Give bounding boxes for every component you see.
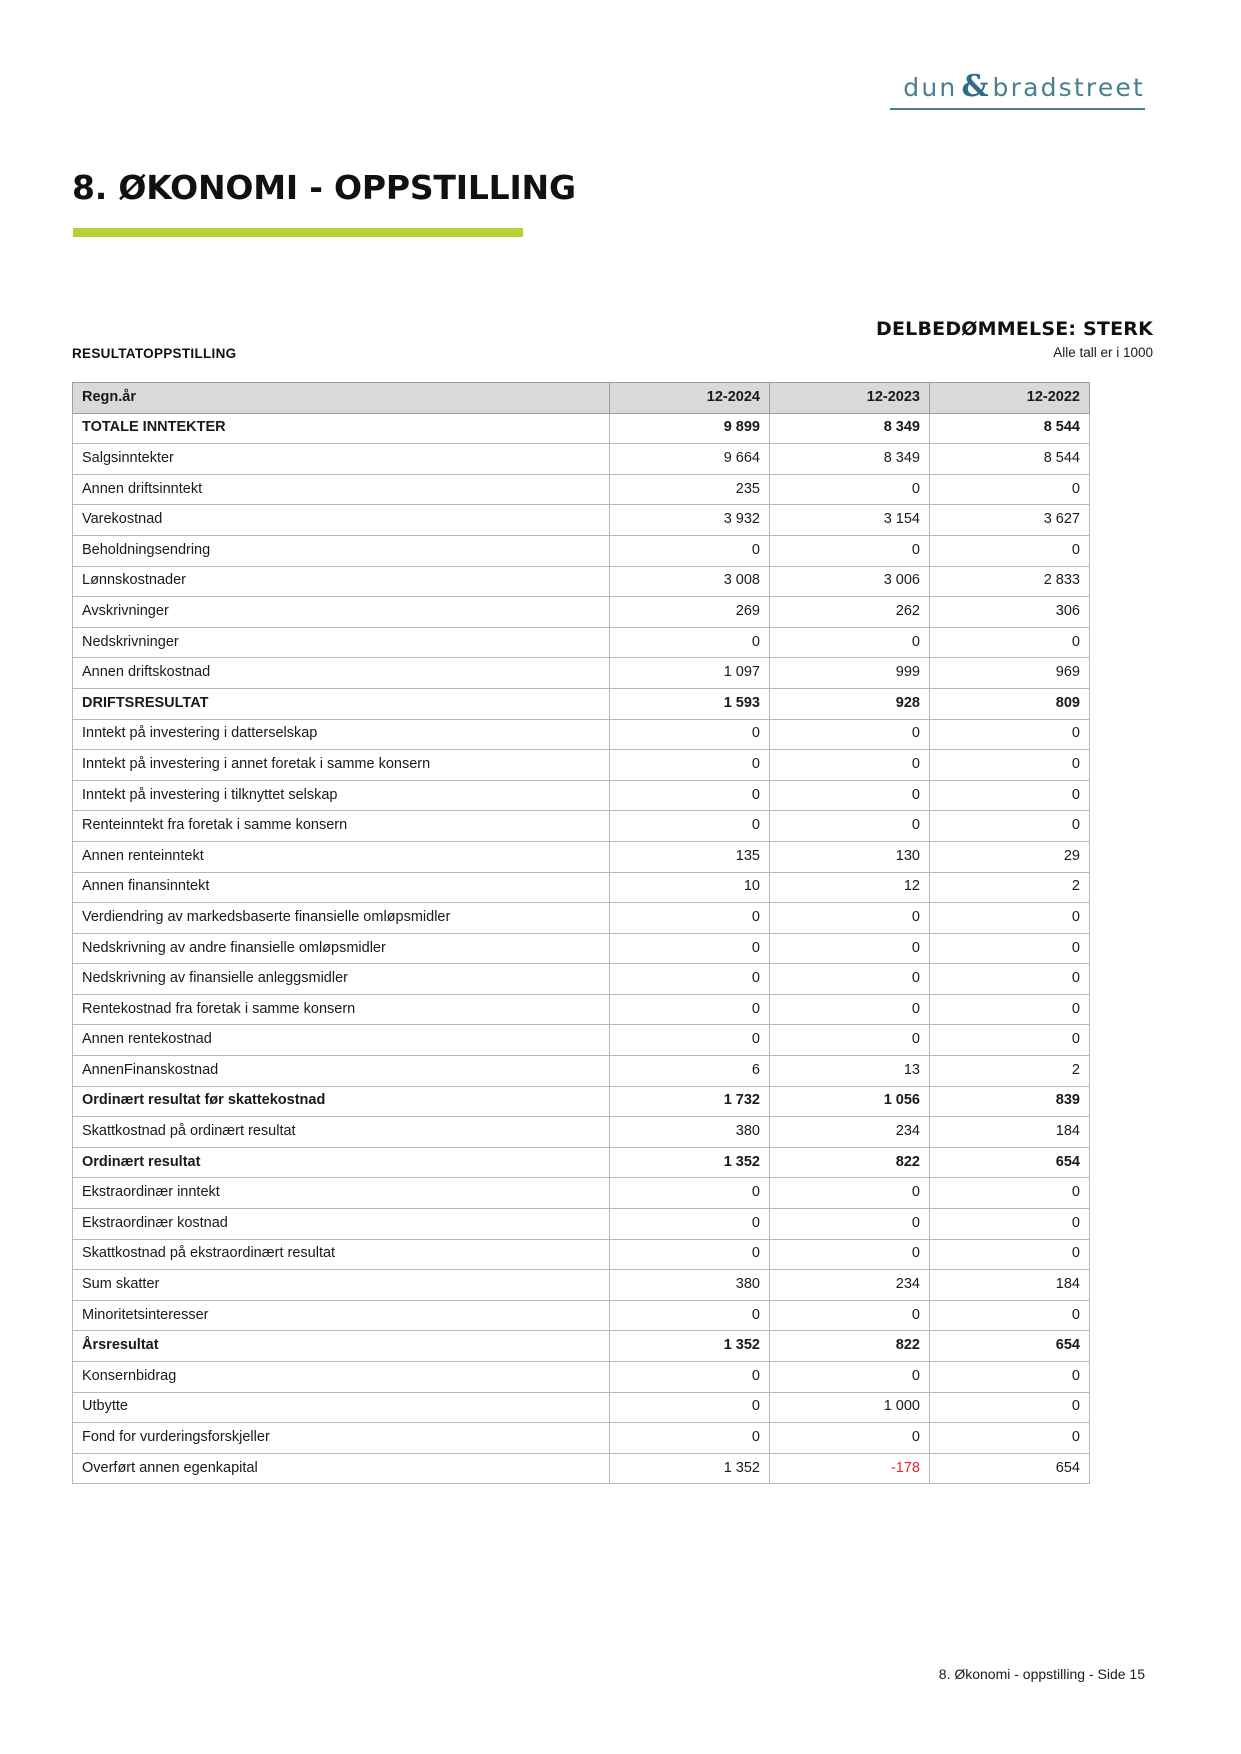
- row-value: 1 352: [610, 1147, 770, 1178]
- row-label: Ekstraordinær kostnad: [73, 1209, 610, 1240]
- row-label: Salgsinntekter: [73, 444, 610, 475]
- row-value: 0: [770, 535, 930, 566]
- table-row: [73, 964, 1090, 995]
- row-label: Utbytte: [73, 1392, 610, 1423]
- row-value: 822: [770, 1331, 930, 1362]
- row-value: 3 008: [610, 566, 770, 597]
- table-row: [73, 505, 1090, 536]
- row-label: Avskrivninger: [73, 597, 610, 628]
- row-label: Verdiendring av markedsbaserte finansielle omløpsmidler: [73, 903, 610, 934]
- table-row: [73, 1239, 1090, 1270]
- row-label: Nedskrivning av andre finansielle omløpsmidler: [73, 933, 610, 964]
- row-value: 0: [610, 811, 770, 842]
- row-value: -178: [770, 1453, 930, 1484]
- row-value: 0: [930, 964, 1090, 995]
- row-value: 2 833: [930, 566, 1090, 597]
- row-value: 8 544: [930, 444, 1090, 475]
- row-value: 0: [610, 1209, 770, 1240]
- row-value: 0: [930, 1209, 1090, 1240]
- table-row: [73, 811, 1090, 842]
- row-value: 0: [930, 719, 1090, 750]
- row-label: Ekstraordinær inntekt: [73, 1178, 610, 1209]
- logo-underline-divider: [890, 108, 1145, 110]
- table-row: [73, 597, 1090, 628]
- row-value: 0: [770, 903, 930, 934]
- row-value: 269: [610, 597, 770, 628]
- column-header-2023: 12-2023: [770, 383, 930, 414]
- row-value: 0: [930, 1392, 1090, 1423]
- table-row: [73, 627, 1090, 658]
- row-value: 1 097: [610, 658, 770, 689]
- table-row: [73, 1056, 1090, 1087]
- table-row: [73, 1423, 1090, 1454]
- table-row: [73, 566, 1090, 597]
- row-label: AnnenFinanskostnad: [73, 1056, 610, 1087]
- row-value: 1 000: [770, 1392, 930, 1423]
- logo-right-word: bradstreet: [992, 73, 1145, 102]
- row-value: 12: [770, 872, 930, 903]
- row-value: 130: [770, 841, 930, 872]
- row-label: Overført annen egenkapital: [73, 1453, 610, 1484]
- row-value: 0: [610, 1392, 770, 1423]
- row-value: 1 352: [610, 1331, 770, 1362]
- row-value: 0: [770, 1178, 930, 1209]
- row-value: 0: [930, 933, 1090, 964]
- row-value: 184: [930, 1117, 1090, 1148]
- row-value: 654: [930, 1453, 1090, 1484]
- row-value: 0: [770, 1209, 930, 1240]
- units-note: Alle tall er i 1000: [1053, 345, 1153, 360]
- row-value: 1 056: [770, 1086, 930, 1117]
- table-row: [73, 903, 1090, 934]
- row-value: 1 352: [610, 1453, 770, 1484]
- row-value: 0: [770, 1423, 930, 1454]
- row-label: Rentekostnad fra foretak i samme konsern: [73, 994, 610, 1025]
- row-value: 306: [930, 597, 1090, 628]
- row-value: 0: [610, 994, 770, 1025]
- row-value: 0: [770, 1239, 930, 1270]
- row-value: 928: [770, 688, 930, 719]
- column-header-2022: 12-2022: [930, 383, 1090, 414]
- table-row: [73, 1025, 1090, 1056]
- row-value: 0: [930, 1362, 1090, 1393]
- row-value: 0: [930, 1239, 1090, 1270]
- row-label: Minoritetsinteresser: [73, 1300, 610, 1331]
- row-label: Ordinært resultat før skattekostnad: [73, 1086, 610, 1117]
- row-value: 0: [930, 994, 1090, 1025]
- row-value: 0: [770, 627, 930, 658]
- row-value: 0: [770, 964, 930, 995]
- row-label: Inntekt på investering i datterselskap: [73, 719, 610, 750]
- row-value: 0: [610, 535, 770, 566]
- row-value: 8 349: [770, 413, 930, 444]
- row-value: 0: [930, 1423, 1090, 1454]
- row-label: DRIFTSRESULTAT: [73, 688, 610, 719]
- table-row: [73, 413, 1090, 444]
- row-value: 0: [930, 627, 1090, 658]
- row-value: 2: [930, 1056, 1090, 1087]
- row-value: 380: [610, 1117, 770, 1148]
- row-label: Skattkostnad på ekstraordinært resultat: [73, 1239, 610, 1270]
- row-value: 3 154: [770, 505, 930, 536]
- row-value: 235: [610, 474, 770, 505]
- row-label: Nedskrivning av finansielle anleggsmidler: [73, 964, 610, 995]
- table-row: [73, 750, 1090, 781]
- table-row: [73, 1392, 1090, 1423]
- row-value: 0: [610, 933, 770, 964]
- table-row: [73, 1453, 1090, 1484]
- row-label: Inntekt på investering i annet foretak i samme konsern: [73, 750, 610, 781]
- row-value: 0: [770, 474, 930, 505]
- row-value: 0: [770, 1025, 930, 1056]
- row-value: 0: [770, 1362, 930, 1393]
- row-value: 10: [610, 872, 770, 903]
- table-row: [73, 719, 1090, 750]
- row-value: 0: [610, 719, 770, 750]
- row-value: 9 664: [610, 444, 770, 475]
- row-value: 262: [770, 597, 930, 628]
- row-label: Annen driftskostnad: [73, 658, 610, 689]
- table-row: [73, 1086, 1090, 1117]
- table-row: [73, 1270, 1090, 1301]
- row-value: 0: [610, 1025, 770, 1056]
- row-value: 654: [930, 1147, 1090, 1178]
- table-row: [73, 1362, 1090, 1393]
- row-value: 0: [930, 780, 1090, 811]
- row-value: 3 627: [930, 505, 1090, 536]
- row-value: 0: [610, 1178, 770, 1209]
- row-label: Annen driftsinntekt: [73, 474, 610, 505]
- table-row: [73, 994, 1090, 1025]
- row-value: 839: [930, 1086, 1090, 1117]
- row-value: 234: [770, 1270, 930, 1301]
- column-header-2024: 12-2024: [610, 383, 770, 414]
- column-header-year-label: Regn.år: [73, 383, 610, 414]
- row-label: Annen finansinntekt: [73, 872, 610, 903]
- row-value: 0: [770, 750, 930, 781]
- row-value: 0: [930, 1300, 1090, 1331]
- table-body: [73, 413, 1090, 1484]
- table-row: [73, 1147, 1090, 1178]
- income-statement-table: [72, 382, 1090, 1484]
- table-row: [73, 688, 1090, 719]
- section-header-band: [72, 318, 1169, 364]
- row-value: 2: [930, 872, 1090, 903]
- row-value: 0: [610, 1423, 770, 1454]
- row-value: 0: [930, 1025, 1090, 1056]
- table-row: [73, 474, 1090, 505]
- row-value: 3 006: [770, 566, 930, 597]
- row-value: 999: [770, 658, 930, 689]
- row-label: Renteinntekt fra foretak i samme konsern: [73, 811, 610, 842]
- row-value: 0: [930, 1178, 1090, 1209]
- table-row: [73, 658, 1090, 689]
- title-accent-bar: [73, 228, 523, 237]
- row-value: 6: [610, 1056, 770, 1087]
- row-value: 8 349: [770, 444, 930, 475]
- table-row: [73, 841, 1090, 872]
- row-value: 0: [770, 1300, 930, 1331]
- row-value: 135: [610, 841, 770, 872]
- row-value: 1 593: [610, 688, 770, 719]
- row-value: 654: [930, 1331, 1090, 1362]
- table-row: [73, 1178, 1090, 1209]
- row-value: 0: [770, 780, 930, 811]
- table-row: [73, 444, 1090, 475]
- row-value: 0: [610, 1239, 770, 1270]
- table-row: [73, 1117, 1090, 1148]
- row-value: 8 544: [930, 413, 1090, 444]
- row-label: Sum skatter: [73, 1270, 610, 1301]
- row-label: Annen renteinntekt: [73, 841, 610, 872]
- table-row: [73, 780, 1090, 811]
- row-value: 0: [930, 811, 1090, 842]
- row-value: 0: [610, 964, 770, 995]
- table-header-row: [73, 383, 1090, 414]
- row-value: 184: [930, 1270, 1090, 1301]
- row-label: Konsernbidrag: [73, 1362, 610, 1393]
- table-row: [73, 1300, 1090, 1331]
- row-value: 0: [610, 750, 770, 781]
- row-value: 0: [930, 474, 1090, 505]
- row-value: 809: [930, 688, 1090, 719]
- row-label: Fond for vurderingsforskjeller: [73, 1423, 610, 1454]
- row-value: 1 732: [610, 1086, 770, 1117]
- row-value: 9 899: [610, 413, 770, 444]
- row-value: 0: [610, 1362, 770, 1393]
- row-value: 0: [930, 535, 1090, 566]
- row-value: 0: [610, 627, 770, 658]
- row-value: 0: [770, 811, 930, 842]
- row-value: 3 932: [610, 505, 770, 536]
- dun-bradstreet-logo: [903, 69, 1145, 104]
- row-label: Inntekt på investering i tilknyttet selskap: [73, 780, 610, 811]
- row-value: 234: [770, 1117, 930, 1148]
- row-value: 0: [930, 903, 1090, 934]
- row-value: 969: [930, 658, 1090, 689]
- row-label: Beholdningsendring: [73, 535, 610, 566]
- sub-rating-verdict: DELBEDØMMELSE: STERK: [876, 318, 1153, 340]
- row-value: 822: [770, 1147, 930, 1178]
- row-label: Lønnskostnader: [73, 566, 610, 597]
- row-value: 0: [770, 719, 930, 750]
- row-value: 29: [930, 841, 1090, 872]
- row-value: 0: [930, 750, 1090, 781]
- table-row: [73, 1209, 1090, 1240]
- page-footer: 8. Økonomi - oppstilling - Side 15: [938, 1666, 1145, 1682]
- row-value: 0: [610, 903, 770, 934]
- page-title: 8. ØKONOMI - OPPSTILLING: [72, 168, 576, 207]
- row-value: 0: [610, 780, 770, 811]
- table-row: [73, 933, 1090, 964]
- row-label: Annen rentekostnad: [73, 1025, 610, 1056]
- income-statement-label: RESULTATOPPSTILLING: [72, 346, 237, 361]
- logo-left-word: dun: [903, 73, 958, 102]
- table-row: [73, 872, 1090, 903]
- table-row: [73, 1331, 1090, 1362]
- row-label: Ordinært resultat: [73, 1147, 610, 1178]
- row-label: Varekostnad: [73, 505, 610, 536]
- row-value: 0: [770, 933, 930, 964]
- row-label: Skattkostnad på ordinært resultat: [73, 1117, 610, 1148]
- row-value: 13: [770, 1056, 930, 1087]
- row-label: TOTALE INNTEKTER: [73, 413, 610, 444]
- row-value: 380: [610, 1270, 770, 1301]
- logo-ampersand-icon: &: [961, 69, 989, 104]
- table-row: [73, 535, 1090, 566]
- row-label: Årsresultat: [73, 1331, 610, 1362]
- row-value: 0: [770, 994, 930, 1025]
- row-value: 0: [610, 1300, 770, 1331]
- row-label: Nedskrivninger: [73, 627, 610, 658]
